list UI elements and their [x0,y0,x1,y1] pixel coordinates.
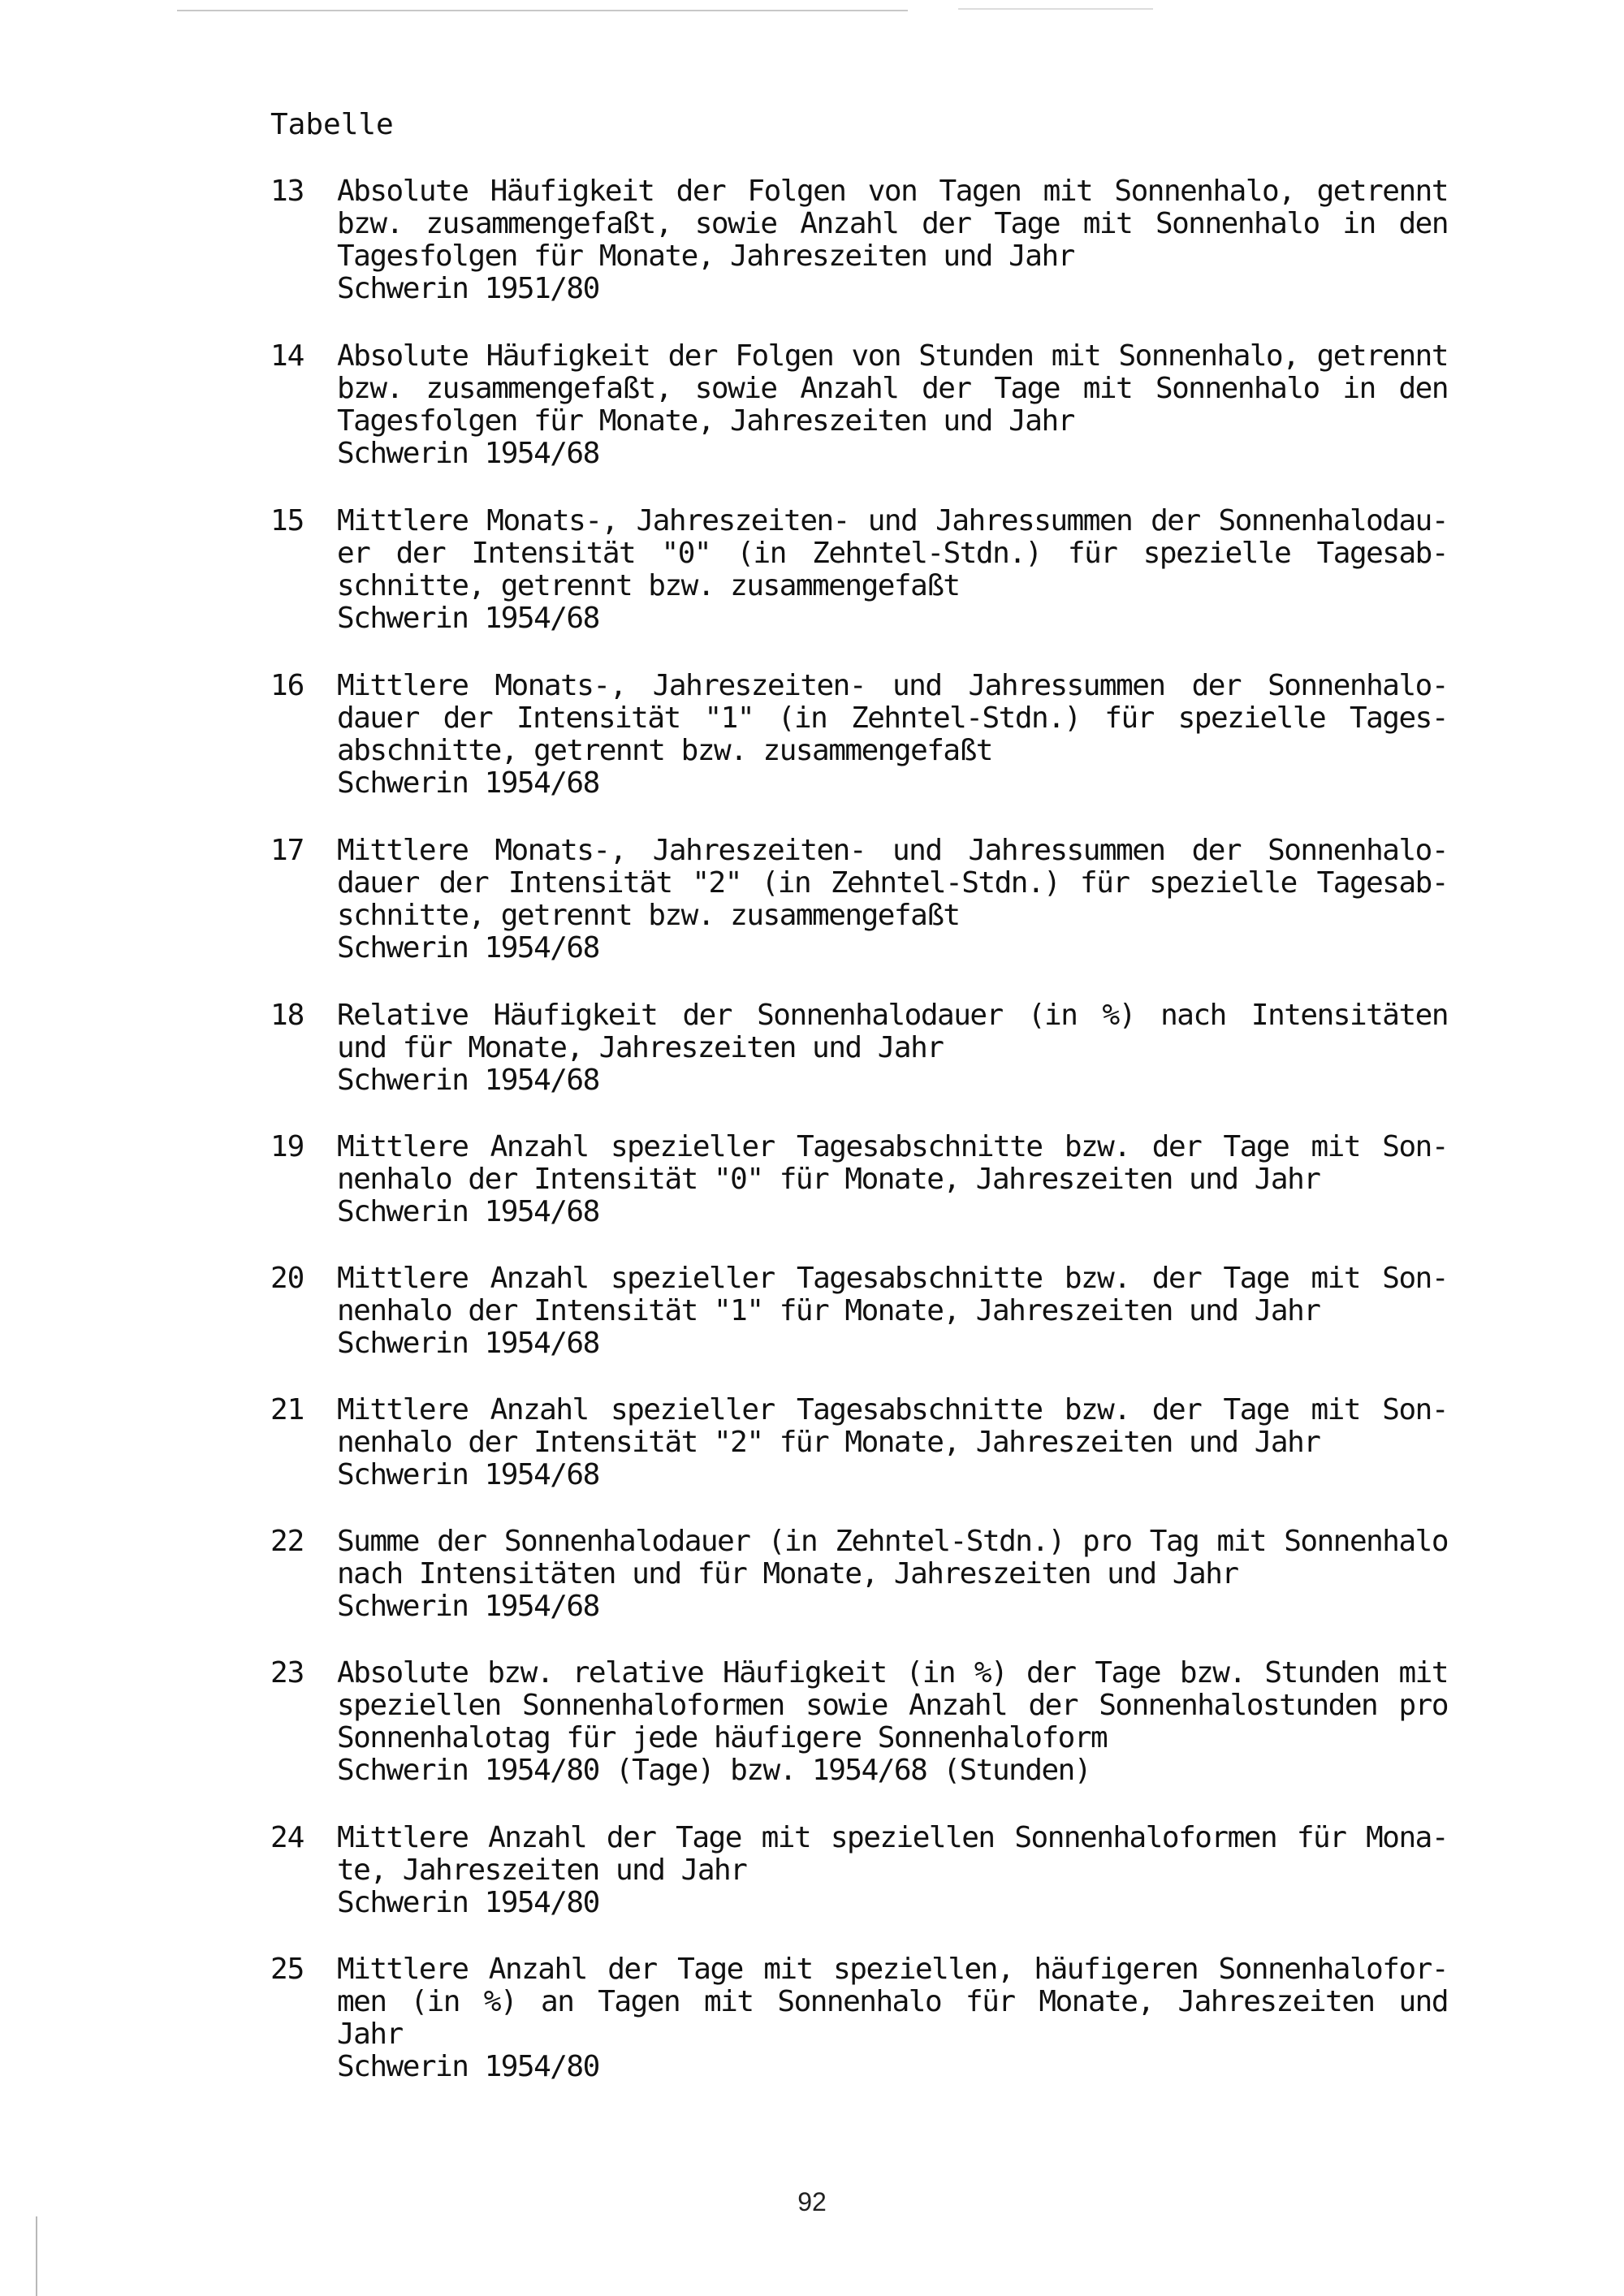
entry-line: Absolute Häufigkeit der Folgen von Tagen mit Sonnenhalo, getrennt [337,175,1448,208]
entry-line: abschnitte, getrennt bzw. zusammengefaßt [337,734,992,767]
page-heading: Tabelle [270,108,394,141]
entry-line: nenhalo der Intensität "0" für Monate, Jahreszeiten und Jahr [337,1163,1320,1196]
entry-line: dauer der Intensität "1" (in Zehntel-Stdn.) für spezielle Tages- [337,701,1448,735]
entry-number: 15 [270,504,304,537]
entry-description [337,1394,1448,1491]
entry-line: Sonnenhalotag für jede häufigere Sonnenhaloform [337,1721,1108,1754]
entry-line: Tagesfolgen für Monate, Jahreszeiten und Jahr [337,240,1074,273]
entry-line: Relative Häufigkeit der Sonnenhalodauer (in %) nach Intensitäten [337,999,1448,1032]
entry-line: Summe der Sonnenhalodauer (in Zehntel-Stdn.) pro Tag mit Sonnenhalo [337,1525,1448,1558]
entry-number: 16 [270,669,304,702]
scan-artifact-top [177,10,908,11]
scan-artifact-top-right [958,8,1153,10]
entry-description [337,1526,1448,1623]
entry-line: schnitte, getrennt bzw. zusammengefaßt [337,899,960,932]
entry-line: er der Intensität "0" (in Zehntel-Stdn.) für spezielle Tagesab- [337,537,1448,570]
entry-line: Absolute Häufigkeit der Folgen von Stunden mit Sonnenhalo, getrennt [337,339,1448,373]
entry-number: 23 [270,1656,304,1690]
entry-line: Mittlere Anzahl spezieller Tagesabschnitte bzw. der Tage mit Son- [337,1130,1448,1163]
entry-line: Tagesfolgen für Monate, Jahreszeiten und Jahr [337,404,1074,438]
entry-line: Mittlere Anzahl spezieller Tagesabschnitte bzw. der Tage mit Son- [337,1262,1448,1295]
entry-description [337,1131,1448,1228]
entry-number: 14 [270,339,304,373]
entry-description [337,1953,1448,2083]
entry-line: Schwerin 1954/68 [337,1458,599,1491]
entry-line: Schwerin 1954/68 [337,1590,599,1623]
entry-line: nenhalo der Intensität "1" für Monate, Jahreszeiten und Jahr [337,1294,1320,1327]
entry-line: speziellen Sonnenhaloformen sowie Anzahl der Sonnenhalostunden pro [337,1689,1448,1722]
entry-number: 24 [270,1821,304,1854]
entry-description [337,505,1448,635]
entry-number: 21 [270,1393,304,1426]
entry-line: Schwerin 1951/80 [337,272,599,305]
entry-line: Schwerin 1954/68 [337,437,599,470]
entry-line: Jahr [337,2018,403,2051]
entry-description [337,340,1448,470]
entry-line: Mittlere Monats-, Jahreszeiten- und Jahressummen der Sonnenhalodau- [337,504,1448,537]
entry-line: Schwerin 1954/68 [337,766,599,800]
entry-line: Schwerin 1954/68 [337,602,599,635]
entry-description [337,175,1448,305]
entry-description [337,1657,1448,1787]
entry-line: Schwerin 1954/68 [337,1327,599,1360]
entry-description [337,1262,1448,1360]
entry-number: 18 [270,999,304,1032]
entry-number: 13 [270,175,304,208]
entry-line: Schwerin 1954/80 [337,2050,599,2083]
entry-line: bzw. zusammengefaßt, sowie Anzahl der Tage mit Sonnenhalo in den [337,207,1448,240]
entry-description [337,999,1448,1097]
entry-line: Schwerin 1954/68 [337,1195,599,1228]
entry-number: 25 [270,1953,304,1986]
entry-description [337,670,1448,800]
entry-line: schnitte, getrennt bzw. zusammengefaßt [337,569,960,602]
entry-description [337,1822,1448,1919]
entry-description [337,835,1448,965]
entry-line: te, Jahreszeiten und Jahr [337,1854,747,1887]
entry-line: dauer der Intensität "2" (in Zehntel-Stdn.) für spezielle Tagesab- [337,866,1448,900]
entry-line: Mittlere Monats-, Jahreszeiten- und Jahressummen der Sonnenhalo- [337,669,1448,702]
entry-line: bzw. zusammengefaßt, sowie Anzahl der Tage mit Sonnenhalo in den [337,372,1448,405]
entry-line: Mittlere Anzahl der Tage mit speziellen, häufigeren Sonnenhalofor- [337,1953,1448,1986]
entry-line: Schwerin 1954/68 [337,1064,599,1097]
entry-number: 19 [270,1130,304,1163]
entry-line: nenhalo der Intensität "2" für Monate, Jahreszeiten und Jahr [337,1426,1320,1459]
entry-line: nach Intensitäten und für Monate, Jahreszeiten und Jahr [337,1557,1238,1590]
entry-line: und für Monate, Jahreszeiten und Jahr [337,1031,944,1064]
page-number: 92 [797,2187,827,2216]
scan-artifact-left-margin [36,2216,37,2296]
entry-line: men (in %) an Tagen mit Sonnenhalo für Monate, Jahreszeiten und [337,1985,1448,2018]
entry-number: 22 [270,1525,304,1558]
entry-line: Mittlere Anzahl spezieller Tagesabschnitte bzw. der Tage mit Son- [337,1393,1448,1426]
entry-line: Schwerin 1954/80 [337,1886,599,1919]
entry-line: Mittlere Monats-, Jahreszeiten- und Jahressummen der Sonnenhalo- [337,834,1448,867]
entry-line: Mittlere Anzahl der Tage mit speziellen Sonnenhaloformen für Mona- [337,1821,1448,1854]
entry-line: Schwerin 1954/80 (Tage) bzw. 1954/68 (Stunden) [337,1754,1091,1787]
entry-number: 17 [270,834,304,867]
entry-line: Absolute bzw. relative Häufigkeit (in %) der Tage bzw. Stunden mit [337,1656,1448,1690]
entry-number: 20 [270,1262,304,1295]
entry-line: Schwerin 1954/68 [337,931,599,965]
